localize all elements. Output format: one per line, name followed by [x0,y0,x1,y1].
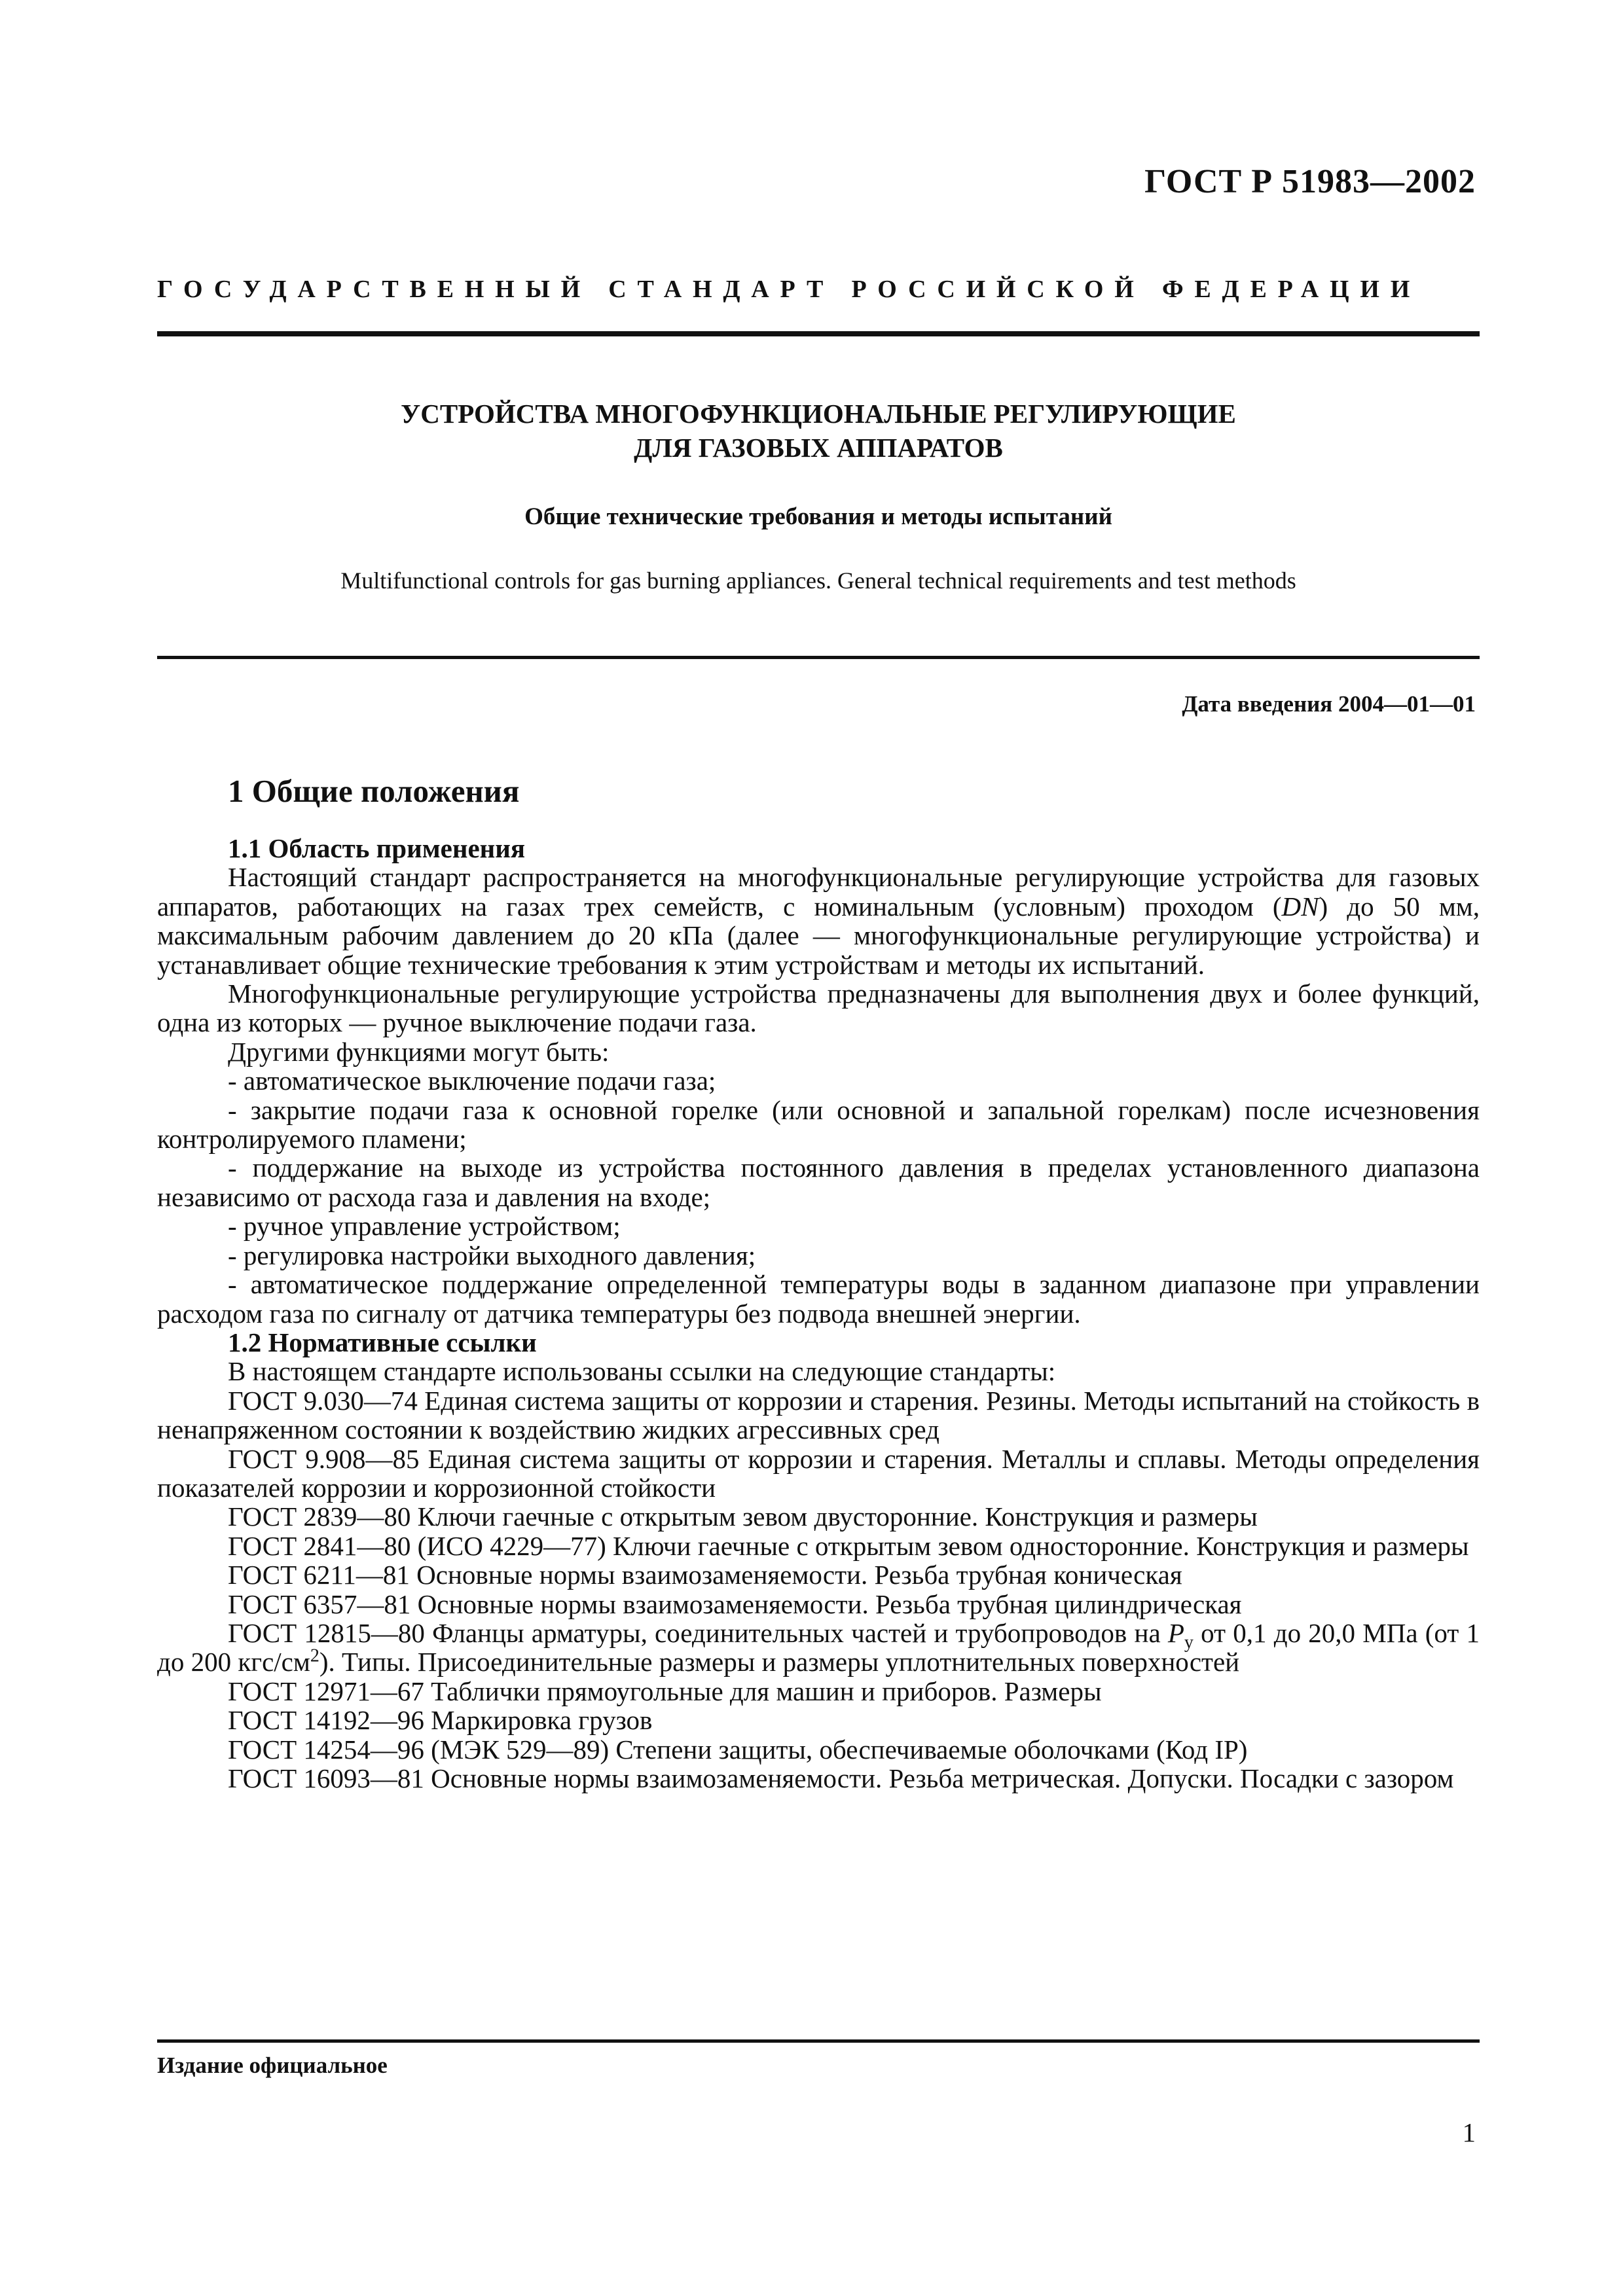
paragraph-functions-intro: Другими функциями могут быть: [228,1036,610,1067]
list-item-function: - ручное управление устройством; [228,1211,621,1242]
list-item-function: - поддержание на выходе из устройства постоянного давления в пределах установленного диапазона независимо от расхода газа и давления на входе; [157,1153,1480,1212]
body-text [157,834,1480,1793]
reference-item: ГОСТ 9.908—85 Единая система защиты от коррозии и старения. Металлы и сплавы. Методы определения показателей коррозии и коррозионной стойкости [157,1443,1480,1503]
top-divider [157,331,1480,336]
footer-divider [157,2039,1480,2043]
reference-item: ГОСТ 2839—80 Ключи гаечные с открытым зевом двусторонние. Конструкция и размеры [228,1501,1258,1532]
english-title: Multifunctional controls for gas burning appliances. General technical requirements and test methods [340,567,1296,594]
document-number: ГОСТ Р 51983—2002 [1144,163,1476,200]
introduction-date: Дата введения 2004—01—01 [1182,691,1476,717]
reference-item: ГОСТ 2841—80 (ИСО 4229—77) Ключи гаечные с открытым зевом односторонние. Конструкция и размеры [228,1530,1469,1561]
list-item-function: - автоматическое поддержание определенной температуры воды в заданном диапазоне при управлении расходом газа по сигналу от датчика температуры без подвода внешней энергии. [157,1269,1480,1329]
reference-item: ГОСТ 6211—81 Основные нормы взаимозаменяемости. Резьба трубная коническая [228,1560,1182,1590]
section-heading: 1 Общие положения [228,773,520,809]
paragraph-purpose: Многофункциональные регулирующие устройства предназначены для выполнения двух и более функций, одна из которых — ручное выключение подачи газа. [157,978,1480,1038]
reference-item: ГОСТ 9.030—74 Единая система защиты от коррозии и старения. Резины. Методы испытаний на стойкость в ненапряженном состоянии к воздействию жидких агрессивных сред [157,1385,1480,1445]
list-item-function: - регулировка настройки выходного давления; [228,1240,756,1270]
reference-item: ГОСТ 14254—96 (МЭК 529—89) Степени защиты, обеспечиваемые оболочками (Код IP) [228,1734,1248,1765]
edition-label: Издание официальное [157,2053,388,2078]
list-item-function: - закрытие подачи газа к основной горелке (или основной и запальной горелкам) после исчезновения контролируемого пламени; [157,1094,1480,1155]
reference-item: ГОСТ 16093—81 Основные нормы взаимозаменяемости. Резьба метрическая. Допуски. Посадки с зазором [228,1763,1454,1793]
paragraph-scope: Настоящий стандарт распространяется на многофункциональные регулирующие устройства для газовых аппаратов, работающих на газах трех семейств, с номинальным (условным) проходом (DN) до 50 мм, максимальным рабочим давлением до 20 кПа (далее — многофункциональные регулирующие устройства) и устанавливает общие технические требования к этим устройствам и методы их испытаний. [157,862,1480,980]
paragraph-references-intro: В настоящем стандарте использованы ссылки на следующие стандарты: [228,1356,1056,1387]
document-subtitle: Общие технические требования и методы испытаний [524,503,1112,530]
state-standard-caption: ГОСУДАРСТВЕННЫЙ СТАНДАРТ РОССИЙСКОЙ ФЕДЕРАЦИИ [157,276,1421,303]
subsection-heading-references: 1.2 Нормативные ссылки [228,1327,537,1357]
document-title [157,397,1480,465]
reference-item: ГОСТ 12815—80 Фланцы арматуры, соединительных частей и трубопроводов на $P_y$ от 0,1 до 20,0 МПа (от 1 до 200 кгс/$см^2$). Типы. Присоединительные размеры и размеры уплотнительных поверхностей [157,1617,1480,1677]
title-line-1: УСТРОЙСТВА МНОГОФУНКЦИОНАЛЬНЫЕ РЕГУЛИРУЮЩИЕ [401,399,1236,429]
title-line-2: ДЛЯ ГАЗОВЫХ АППАРАТОВ [634,433,1003,463]
middle-divider [157,656,1480,659]
list-item-function: - автоматическое выключение подачи газа; [228,1066,716,1096]
reference-item: ГОСТ 12971—67 Таблички прямоугольные для машин и приборов. Размеры [228,1676,1102,1706]
subsection-heading-scope: 1.1 Область применения [228,833,526,863]
reference-item: ГОСТ 6357—81 Основные нормы взаимозаменяемости. Резьба трубная цилиндрическая [228,1588,1242,1619]
page-number: 1 [1462,2117,1476,2147]
reference-item: ГОСТ 14192—96 Маркировка грузов [228,1705,653,1736]
